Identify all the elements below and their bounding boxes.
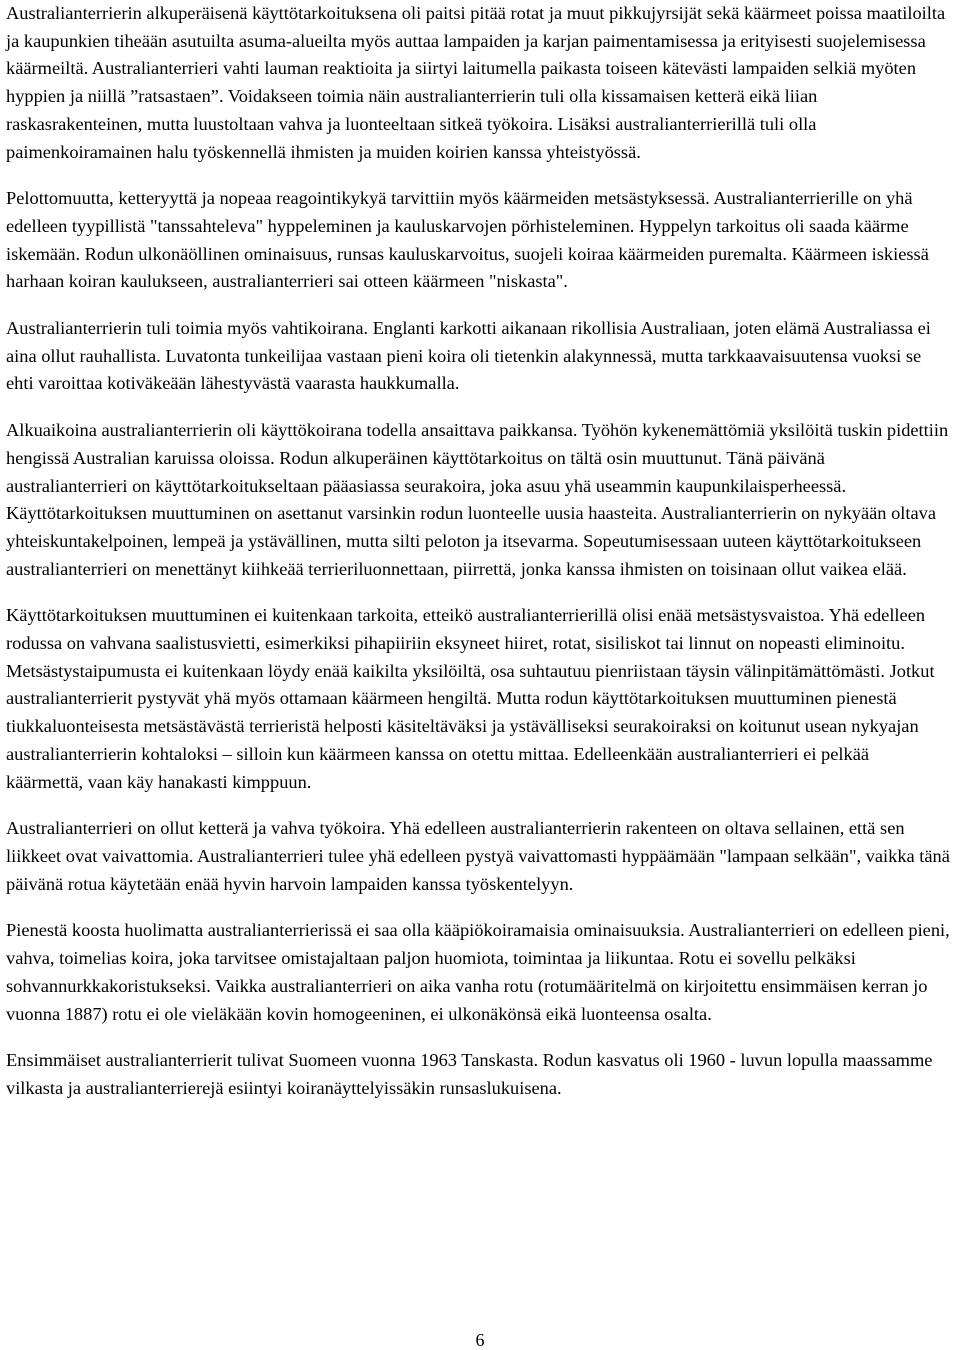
paragraph-origin-purpose: Australianterrierin alkuperäisenä käyttötarkoituksena oli paitsi pitää rotat ja muut pikkujyrsijät sekä käärmeet poissa maatiloilta ja kaupunkien tiheään asutuilta asuma-alueilta myös auttaa lampaiden ja karjan paimentamisessa ja erityisesti suojelemisessa käärmeiltä. Australianterrieri vahti lauman reaktioita ja siirtyi laitumella paikasta toiseen kätevästi lampaiden selkiä myöten hyppien ja niillä ”ratsastaen”. Voidakseen toimia näin australianterrierin tuli olla kissamaisen ketterä eikä liian raskasrakenteinen, mutta luustoltaan vahva ja luonteeltaan sitkeä työkoira. Lisäksi australianterrierillä tuli olla paimenkoiramainen halu työskennellä ihmisten ja muiden koirien kanssa yhteistyössä. bbox=[6, 3, 946, 162]
paragraph-small-size: Pienestä koosta huolimatta australianterrierissä ei saa olla kääpiökoiramaisia ominaisuuksia. Australianterrieri on edelleen pieni, vahva, toimelias koira, joka tarvitsee omistajaltaan paljon huomiota, toimintaa ja liikuntaa. Rotu ei sovellu pelkäksi sohvannurkkakoristukseksi. Vaikka australianterrieri on aika vanha rotu (rotumääritelmä on kirjoitettu ensimmäisen kerran jo vuonna 1887) rotu ei ole vieläkään kovin homogeeninen, ei ulkonäkönsä eikä luonteensa osalta. bbox=[6, 920, 950, 1024]
document-body bbox=[6, 0, 950, 1122]
paragraph-agility: Australianterrieri on ollut ketterä ja vahva työkoira. Yhä edelleen australianterrierin rakenteen on oltava sellainen, että sen liikkeet ovat vaivattomia. Australianterrieri tulee yhä edelleen pystyä vaivattomasti hyppäämään "lampaan selkään", vaikka tänä päivänä rotua käytetään enää hyvin harvoin lampaiden kanssa työskentelyyn. bbox=[6, 818, 950, 894]
paragraph-working-dog: Alkuaikoina australianterrierin oli käyttökoirana todella ansaittava paikkansa. Työhön kykenemättömiä yksilöitä tuskin pidettiin hengissä Australian karuissa oloissa. Rodun alkuperäinen käyttötarkoitus on tältä osin muuttunut. Tänä päivänä australianterrieri on käyttötarkoitukseltaan pääasiassa seurakoira, joka asuu yhä useammin kaupunkilaisperheessä. Käyttötarkoituksen muuttuminen on asettanut varsinkin rodun luonteelle uusia haasteita. Australianterrierin on nykyään oltava yhteiskuntakelpoinen, lempeä ja ystävällinen, mutta silti peloton ja itsevarma. Sopeutumisessaan uuteen käyttötarkoitukseen australianterrieri on menettänyt kiihkeää terrieriluonnettaan, piirrettä, jonka kanssa ihmisten on toisinaan ollut vaikea elää. bbox=[6, 420, 949, 579]
page-number: 6 bbox=[475, 1330, 485, 1350]
paragraph-watchdog: Australianterrierin tuli toimia myös vahtikoirana. Englanti karkotti aikanaan rikollisia Australiaan, joten elämä Australiassa ei aina ollut rauhallista. Luvatonta tunkeilijaa vastaan pieni koira oli tietenkin alakynnessä, mutta tarkkaavaisuutensa vuoksi se ehti varoittaa kotiväkeään lähestyvästä vaarasta haukkumalla. bbox=[6, 318, 931, 394]
paragraph-hunting-instinct: Käyttötarkoituksen muuttuminen ei kuitenkaan tarkoita, etteikö australianterrierillä olisi enää metsästysvaistoa. Yhä edelleen rodussa on vahvana saalistusvietti, esimerkiksi pihapiiriin eksyneet hiiret, rotat, sisiliskot tai linnut on nopeasti eliminoitu. Metsästystaipumusta ei kuitenkaan löydy enää kaikilta yksilöiltä, osa suhtautuu pienriistaan täysin välinpitämättömästi. Jotkut australianterrierit pystyvät yhä myös ottamaan käärmeen hengiltä. Mutta rodun käyttötarkoituksen muuttuminen pienestä tiukkaluonteisesta metsästävästä terrieristä helposti käsiteltäväksi ja ystävälliseksi seurakoiraksi on koitunut usean nykyajan australianterrierin kohtaloksi – silloin kun käärmeen kanssa on otettu mittaa. Edelleenkään australianterrieri ei pelkää käärmettä, vaan käy hanakasti kimppuun. bbox=[6, 605, 935, 792]
paragraph-snake-hunting: Pelottomuutta, ketteryyttä ja nopeaa reagointikykyä tarvittiin myös käärmeiden metsästyksessä. Australianterrierille on yhä edelleen tyypillistä "tanssahteleva" hyppeleminen ja kauluskarvojen pörhisteleminen. Hyppelyn tarkoitus oli saada käärme iskemään. Rodun ulkonäöllinen ominaisuus, runsas kauluskarvoitus, suojeli koiraa käärmeiden puremalta. Käärmeen iskiessä harhaan koiran kaulukseen, australianterrieri sai otteen käärmeen "niskasta". bbox=[6, 188, 929, 292]
paragraph-finland-history: Ensimmäiset australianterrierit tulivat Suomeen vuonna 1963 Tanskasta. Rodun kasvatus oli 1960 - luvun lopulla maassamme vilkasta ja australianterrierejä esiintyi koiranäyttelyissäkin runsaslukuisena. bbox=[6, 1050, 933, 1098]
